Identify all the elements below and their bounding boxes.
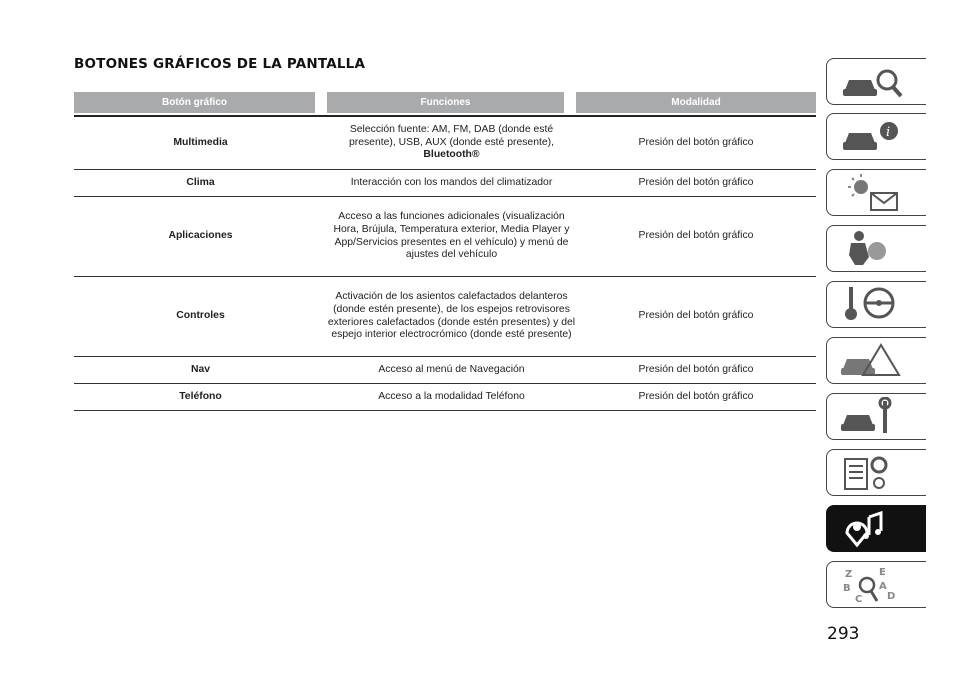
tab-car-search[interactable] bbox=[826, 58, 926, 105]
table-row bbox=[74, 117, 816, 170]
mode-text: Presión del botón gráfico bbox=[638, 390, 754, 402]
svg-text:C: C bbox=[855, 594, 863, 605]
tab-car-info[interactable] bbox=[826, 113, 926, 160]
buttons-table bbox=[74, 92, 816, 411]
multimedia-icon bbox=[835, 509, 915, 549]
header-button: Botón gráfico bbox=[74, 92, 315, 113]
header-functions: Funciones bbox=[327, 92, 564, 113]
tab-start-drive[interactable] bbox=[826, 281, 926, 328]
header-mode: Modalidad bbox=[576, 92, 816, 113]
table-row bbox=[74, 277, 816, 357]
function-text: Acceso a las funciones adicionales (visualización Hora, Brújula, Temperatura exterior, Media Player y App/Servicios presentes en el vehículo) y menú de ajustes del vehículo bbox=[333, 211, 570, 261]
button-name: Aplicaciones bbox=[168, 230, 233, 242]
svg-text:E: E bbox=[879, 567, 886, 578]
tab-index[interactable] bbox=[826, 561, 926, 608]
mode-text: Presión del botón gráfico bbox=[638, 136, 754, 148]
button-name: Multimedia bbox=[173, 136, 228, 148]
key-steering-wheel-icon bbox=[835, 285, 915, 325]
mode-text: Presión del botón gráfico bbox=[638, 363, 754, 375]
car-emergency-icon bbox=[835, 341, 915, 381]
tab-safety[interactable] bbox=[826, 225, 926, 272]
car-maintenance-icon bbox=[835, 397, 915, 437]
mode-text: Presión del botón gráfico bbox=[638, 310, 754, 322]
tab-emergency[interactable] bbox=[826, 337, 926, 384]
warning-light-message-icon bbox=[835, 173, 915, 213]
table-row bbox=[74, 384, 816, 411]
svg-text:D: D bbox=[887, 591, 896, 602]
table-row bbox=[74, 357, 816, 384]
svg-text:i: i bbox=[886, 125, 891, 140]
table-row bbox=[74, 170, 816, 197]
alphabetical-index-icon bbox=[835, 565, 915, 605]
page-title: BOTONES GRÁFICOS DE LA PANTALLA bbox=[74, 56, 366, 72]
function-text bbox=[327, 124, 576, 162]
function-text: Activación de los asientos calefactados delanteros (donde estén presente), de los espejos retrovisores exteriores calefactados (donde estén presentes) y del espejo interior electrocrómico (donde esté presente) bbox=[327, 291, 576, 341]
table-header bbox=[74, 92, 816, 113]
table-row bbox=[74, 197, 816, 277]
car-search-icon bbox=[835, 62, 915, 102]
button-name: Teléfono bbox=[179, 390, 222, 402]
button-name: Controles bbox=[176, 310, 225, 322]
function-text: Interacción con los mandos del climatizador bbox=[350, 176, 553, 188]
svg-text:B: B bbox=[843, 583, 851, 594]
button-name: Nav bbox=[190, 363, 211, 375]
mode-text: Presión del botón gráfico bbox=[638, 176, 754, 188]
tab-warning-lights[interactable] bbox=[826, 169, 926, 216]
airbag-safety-icon bbox=[835, 229, 915, 269]
tab-maintenance[interactable] bbox=[826, 393, 926, 440]
technical-data-icon bbox=[835, 453, 915, 493]
function-text-plain: Selección fuente: AM, FM, DAB (donde esté presente), USB, AUX (donde esté presente), bbox=[348, 124, 555, 148]
tab-multimedia[interactable] bbox=[826, 505, 926, 552]
button-name: Clima bbox=[186, 176, 215, 188]
svg-text:A: A bbox=[879, 581, 887, 592]
function-text: Acceso al menú de Navegación bbox=[378, 363, 525, 375]
tab-technical-data[interactable] bbox=[826, 449, 926, 496]
function-text: Acceso a la modalidad Teléfono bbox=[378, 390, 525, 402]
page-number: 293 bbox=[827, 624, 860, 644]
mode-text: Presión del botón gráfico bbox=[638, 230, 754, 242]
car-info-icon bbox=[835, 117, 915, 157]
svg-text:Z: Z bbox=[845, 569, 853, 580]
function-text-bold: Bluetooth® bbox=[423, 149, 480, 161]
